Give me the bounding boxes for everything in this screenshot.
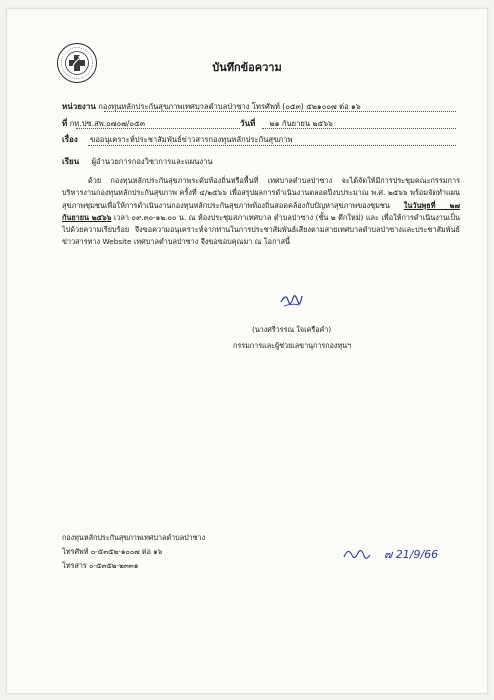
- to-line: [62, 155, 213, 168]
- signer-position: กรรมการและผู้ช่วยเลขานุการกองทุนฯ: [233, 341, 352, 350]
- agency-value: กองทุนหลักประกันสุขภาพเทศบาลตำบลป่าซาง โทรศัพท์ (๐๕๓) ๕๒๑๐๐๗ ต่อ ๑๖: [98, 102, 361, 111]
- to-value: ผู้อำนวยการกองวิชาการและแผนงาน: [91, 157, 213, 166]
- body-part1: ด้วย กองทุนหลักประกันสุขภาพระดับท้องถิ่นหรือพื้นที่ เทศบาลตำบลป่าซาง จะได้จัดให้มีการประชุมคณะกรรมการบริหารงานกองทุนหลักประกันสุขภาพ ครั้งที่ ๔/๒๕๖๖ เพื่อสรุปผลการดำเนินงานตลอดปีงบประมาณ พ.ศ. ๒๕๖๖ พร้อมจัดทำแผนสุขภาพชุมชนเพื่อให้การดำเนินงานกองทุนหลักประกันสุขภาพท้องถิ่นสอดคล้องกับปัญหาสุขภาพของชุมชน: [62, 176, 460, 210]
- body-part2: เวลา ๐๙.๓๐-๑๒.๐๐ น. ณ ห้องประชุมสภาเทศบาล ตำบลป่าซาง (ชั้น ๒ ตึกใหม่) และ เพื่อให้การดำเนินงานเป็นไปด้วยความเรียบร้อย จึงขอความอนุเคราะห์จากท่านในการประชาสัมพันธ์เสียงตามสายเทศบาลตำบลป่าซางและประชาสัมพันธ์ข่าวสารทาง Website เทศบาลตำบลป่าซาง จึงขอขอบคุณมา ณ โอกาสนี้: [62, 212, 460, 247]
- ref-label: ที่: [62, 119, 68, 128]
- subject-label: เรื่อง: [62, 135, 78, 144]
- handwritten-initials-date: [340, 543, 460, 565]
- footer-phone: โทรศัพท์ ๐-๕๓๕๒-๑๐๐๗ ต่อ ๑๖: [62, 547, 163, 556]
- memo-body: [62, 175, 460, 249]
- agency-label: หน่วยงาน: [62, 102, 96, 111]
- date-value: ๒๑ กันยายน ๒๕๖๖: [269, 119, 333, 128]
- date-label: วันที่: [240, 119, 256, 128]
- agency-underline: [104, 111, 456, 112]
- date-underline: [262, 128, 456, 129]
- handwritten-note: ๗ 21/9/66: [384, 548, 439, 561]
- memo-title: บันทึกข้อความ: [212, 61, 282, 74]
- ref-underline: [76, 128, 240, 129]
- meeting-date-highlight: ในวันพุธที่ ๒๗ กันยายน ๒๕๖๖: [62, 200, 460, 222]
- subject-value: ขออนุเคราะห์ประชาสัมพันธ์ข่าวสารกองทุนหลักประกันสุขภาพ: [90, 135, 293, 144]
- footer-fax: โทรสาร ๐-๕๓๕๒-๒๓๓๑: [62, 561, 139, 570]
- subject-underline: [88, 145, 456, 146]
- footer-org: กองทุนหลักประกันสุขภาพเทศบาลตำบลป่าซาง: [62, 533, 206, 542]
- ref-value: กท.ปซ.สพ.๐๗๐๗/๐๕๓: [69, 119, 145, 128]
- signature-mark-icon: [278, 290, 304, 312]
- to-label: เรียน: [62, 157, 80, 166]
- signer-name: (นางศรีวรรณ ใจเครือคำ): [252, 325, 332, 334]
